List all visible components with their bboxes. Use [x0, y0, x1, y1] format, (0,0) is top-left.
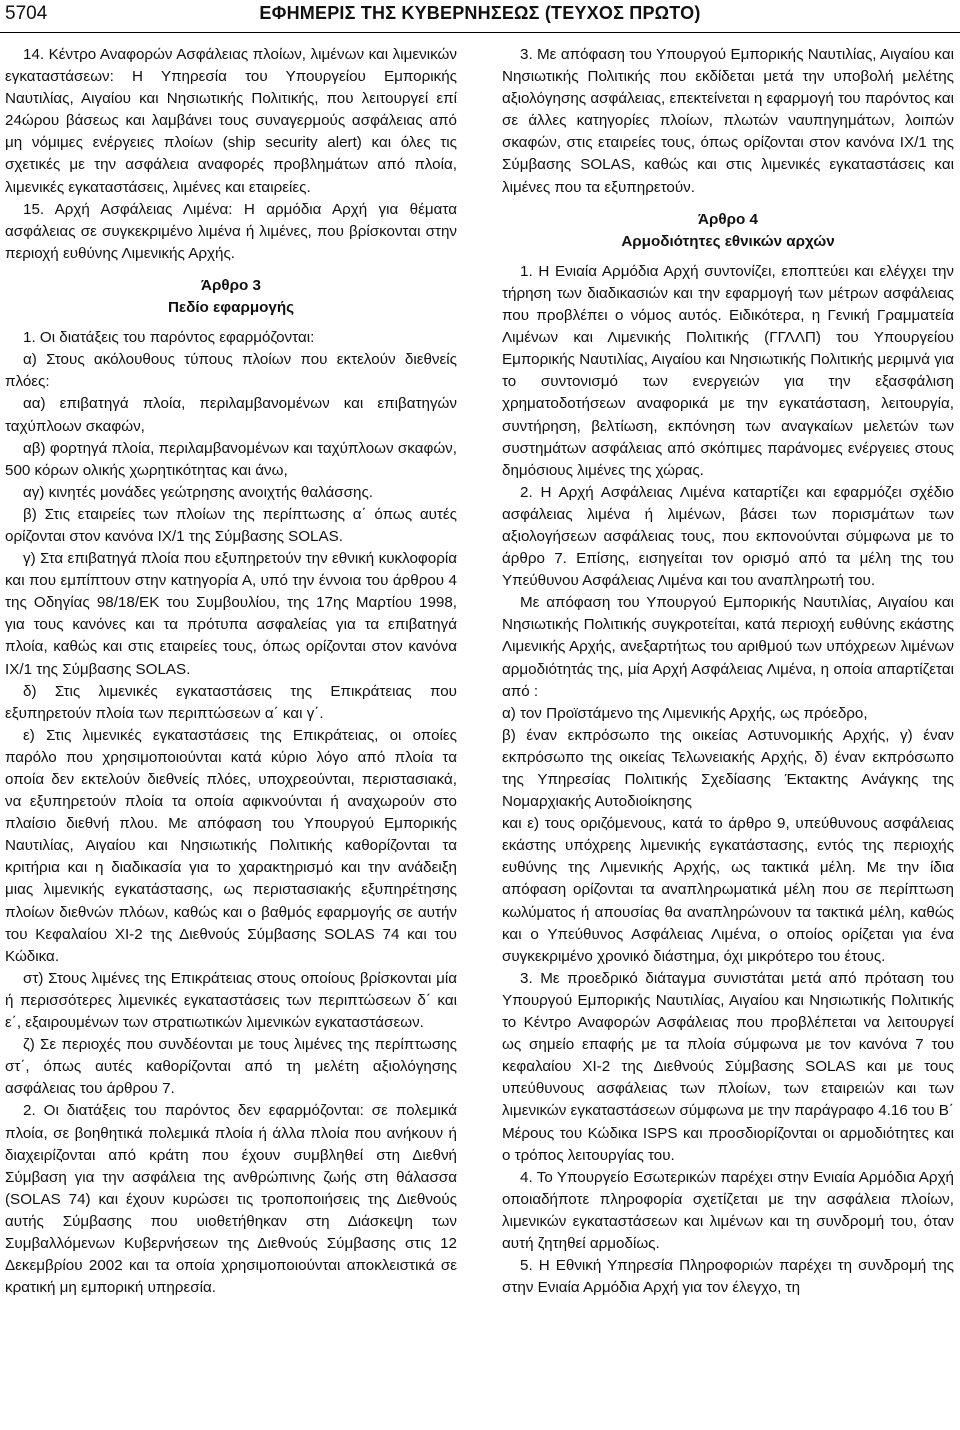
- paragraph-2: 2. Οι διατάξεις του παρόντος δεν εφαρμόζονται: σε πολεμικά πλοία, σε βοηθητικά πολεμικά πλοία ή άλλα πλοία που ανήκουν ή διαχειρίζονται από κράτη που έχουν συμβληθεί στη Διεθνή Σύμβαση για την ασφάλεια της ανθρώπινης ζωής στη θάλασσα (SOLAS 74) και έχουν κυρώσει τις τροποποιήσεις της Διεθνούς αυτής Σύμβασης που υιοθετήθηκαν στη Διάσκεψη των Συμβαλλόμενων Κυβερνήσεων της Διεθνούς Σύμβασης στις 12 Δεκεμβρίου 2002 και τα οποία χρησιμοποιούνται αποκλειστικά σε κρατική μη εμπορική υπηρεσία.: [5, 1102, 457, 1297]
- item-a: α) Στους ακόλουθους τύπους πλοίων που εκτελούν διεθνείς πλόες:: [5, 351, 457, 391]
- journal-title: ΕΦΗΜΕΡΙΣ ΤΗΣ ΚΥΒΕΡΝΗΣΕΩΣ (ΤΕΥΧΟΣ ΠΡΩΤΟ): [259, 3, 701, 23]
- item-ab: αβ) φορτηγά πλοία, περιλαμβανομένων και ταχύπλοων σκαφών, 500 κόρων ολικής χωρητικότητας και άνω,: [5, 439, 457, 479]
- article-4-paragraph-5: 5. Η Εθνική Υπηρεσία Πληροφοριών παρέχει τη συνδρομή της στην Ενιαία Αρμόδια Αρχή για τον έλεγχο, τη: [502, 1257, 954, 1297]
- item-z: ζ) Σε περιοχές που συνδέονται με τους λιμένες της περίπτωσης στ΄, όπως αυτές καθορίζονται από τη μελέτη αξιολόγησης ασφάλειας του άρθρου 7.: [5, 1036, 457, 1098]
- left-column: [5, 44, 457, 1299]
- item-d: δ) Στις λιμενικές εγκαταστάσεις της Επικράτειας που εξυπηρετούν πλοία των περιπτώσεων α΄ και γ΄.: [5, 682, 457, 722]
- member-b-to-d: β) έναν εκπρόσωπο της οικείας Αστυνομικής Αρχής, γ) έναν εκπρόσωπο της οικείας Τελωνειακής Αρχής, δ) έναν εκπρόσωπο της Υπηρεσίας Πολιτικής Σχεδίασης Έκτακτης Ανάγκης της Νομαρχιακής Αυτοδιοίκησης: [502, 726, 954, 811]
- item-g: γ) Στα επιβατηγά πλοία που εξυπηρετούν την εθνική κυκλοφορία και που εμπίπτουν στην κατηγορία Α, υπό την έννοια του άρθρου 4 της Οδηγίας 98/18/ΕΚ του Συμβουλίου, της 17ης Μαρτίου 1998, για τους κανόνες και τα πρότυπα ασφαλείας για τα επιβατηγά πλοία, καθώς και στις εταιρείες τους, όπως ορίζονται στον κανόνα IX/1 της Σύμβασης SOLAS.: [5, 550, 457, 678]
- item-aa: αα) επιβατηγά πλοία, περιλαμβανομένων και επιβατηγών ταχύπλοων σκαφών,: [5, 395, 457, 435]
- item-st: στ) Στους λιμένες της Επικράτειας στους οποίους βρίσκονται μία ή περισσότερες λιμενικές εγκαταστάσεις των περιπτώσεων δ΄ και ε΄, εξαιρουμένων των στρατιωτικών λιμενικών εγκαταστάσεων.: [5, 969, 457, 1032]
- article-3-heading: Άρθρο 3: [201, 276, 261, 294]
- page-number: 5704: [5, 3, 48, 24]
- member-e: και ε) τους οριζόμενους, κατά το άρθρο 9, υπεύθυνους ασφάλειας εκάστης υπόχρεης λιμενικής εγκατάστασης, εντός της περιοχής ευθύνης της Λιμενικής Αρχής, ως τακτικά μέλη. Με την ίδια απόφαση ορίζονται τα αναπληρωματικά μέλη που σε περίπτωση κωλύματος ή απουσίας θα αναπληρώνουν τα τακτικά μέλη, καθώς και ο Υπεύθυνος Ασφάλειας Λιμένα, ο οποίος ορίζεται για ένα συγκεκριμένο χρονικό διάστημα, όχι μικρότερο του έτους.: [502, 815, 954, 965]
- paragraph-1: 1. Οι διατάξεις του παρόντος εφαρμόζονται:: [23, 329, 315, 347]
- item-e: ε) Στις λιμενικές εγκαταστάσεις της Επικράτειας, οι οποίες παρόλο που χρησιμοποιούνται κατά κύριο λόγο από πλοία τα οποία δεν εκτελούν διεθνείς πλόες, υποχρεούνται, περιστασιακά, να εξυπηρετούν πλοία τα οποία αφικνούνται ή αναχωρούν στο πλαίσιο διεθνή πλου. Με απόφαση του Υπουργού Εμπορικής Ναυτιλίας, Αιγαίου και Νησιωτικής Πολιτικής καθορίζονται τα κριτήρια και η διαδικασία για το χαρακτηρισμό και την ανάδειξη μιας λιμενικής εγκατάστασης, ως περιστασιακής εξυπηρέτησης πλοίων διεθνών πλόων, καθώς και ο βαθμός εφαρμογής σε αυτήν του Κεφαλαίου XI-2 της Διεθνούς Σύμβασης SOLAS 74 και του Κώδικα.: [5, 726, 457, 965]
- item-b: β) Στις εταιρείες των πλοίων της περίπτωσης α΄ όπως αυτές ορίζονται στον κανόνα IX/1 της Σύμβασης SOLAS.: [5, 505, 457, 545]
- item-ag: αγ) κινητές μονάδες γεώτρησης ανοιχτής θαλάσσης.: [23, 483, 374, 501]
- article-3-subheading: Πεδίο εφαρμογής: [167, 299, 295, 317]
- right-column: [502, 44, 954, 1299]
- member-a: α) τον Προϊστάμενο της Λιμενικής Αρχής, ως πρόεδρο,: [502, 704, 868, 722]
- article-4-paragraph-2b: Με απόφαση του Υπουργού Εμπορικής Ναυτιλίας, Αιγαίου και Νησιωτικής Πολιτικής συγκροτείται, κατά περιοχή ευθύνης εκάστης Λιμενικής Αρχής, ανεξαρτήτως του αριθμού των υπόχρεων λιμένων αρμοδιότητάς της, μία Αρχή Ασφάλειας Λιμένα, η οποία απαρτίζεται από :: [502, 594, 954, 700]
- article-4-paragraph-4: 4. Το Υπουργείο Εσωτερικών παρέχει στην Ενιαία Αρμόδια Αρχή οποιαδήποτε πληροφορία σχετίζεται με την ασφάλεια πλοίων, λιμενικών εγκαταστάσεων και λιμένων και τη συνδρομή του, όταν αυτή ζητηθεί αρμοδίως.: [502, 1168, 954, 1252]
- header-rule: [0, 32, 960, 33]
- article-4-paragraph-1: 1. Η Ενιαία Αρμόδια Αρχή συντονίζει, εποπτεύει και ελέγχει την τήρηση των διαδικασιών και την εφαρμογή των μέτρων ασφάλειας που προβλέπει ο νόμος αυτός. Ειδικότερα, η Γενική Γραμματεία Λιμένων και Λιμενικής Πολιτικής (ΓΓΛΛΠ) του Υπουργείου Εμπορικής Ναυτιλίας, Αιγαίου και Νησιωτικής Πολιτικής μεριμνά για το συντονισμό των ενεργειών για την εξασφάλιση χρηματοδοτήσεων αναφορικά με την εγκατάσταση, λειτουργία, συντήρηση, βελτίωση, εκπόνηση των αναγκαίων μελετών των συστημάτων ασφάλειας από σκόπιμες παράνομες ενέργειες στους δημόσιους λιμένες της χώρας.: [502, 262, 954, 479]
- article-4-heading: Άρθρο 4: [698, 210, 758, 228]
- page-header: [0, 0, 960, 30]
- definition-15: 15. Αρχή Ασφάλειας Λιμένα: Η αρμόδια Αρχή για θέματα ασφάλειας σε συγκεκριμένο λιμένα ή λιμένες, που βρίσκονται στην περιοχή ευθύνης Λιμενικής Αρχής.: [5, 200, 457, 262]
- article-4-paragraph-2: 2. Η Αρχή Ασφάλειας Λιμένα καταρτίζει και εφαρμόζει σχέδιο ασφάλειας λιμένα ή λιμένων, βάσει των πορισμάτων των αξιολογήσεων ασφάλειας τους, που εκπονούνται σύμφωνα με το άρθρο 7. Επίσης, εισηγείται τον ορισμό από τα μέλη της του Υπεύθυνου Ασφάλειας Λιμένα και του αναπληρωτή του.: [502, 483, 954, 590]
- definition-14: 14. Κέντρο Αναφορών Ασφάλειας πλοίων, λιμένων και λιμενικών εγκαταστάσεων: Η Υπηρεσία του Υπουργείου Εμπορικής Ναυτιλίας, Αιγαίου και Νησιωτικής Πολιτικής, που λειτουργεί επί 24ώρου βάσεως και λαμβάνει τους συναγερμούς ασφάλειας από μη νόμιμες ενέργειες πλοίων (ship security alert) και όλες τις σχετικές με την ασφάλεια αναφορές προβλημάτων από πλοία, λιμενικές εγκαταστάσεις, λιμένες και εταιρείες.: [5, 46, 457, 196]
- article-4-subheading: Αρμοδιότητες εθνικών αρχών: [621, 232, 835, 250]
- paragraph-3: 3. Με απόφαση του Υπουργού Εμπορικής Ναυτιλίας, Αιγαίου και Νησιωτικής Πολιτικής που εκδίδεται μετά την υποβολή μελέτης αξιολόγησης ασφάλειας, επεκτείνεται η εφαρμογή του παρόντος και σε άλλες κατηγορίες πλοίων, πλωτών ναυπηγημάτων, λοιπών σκαφών, στις εταιρείες τους, όπως ορίζονται στον κανόνα IX/1 της Σύμβασης SOLAS, καθώς και στις λιμενικές εγκαταστάσεις και λιμένες που τα εξυπηρετούν.: [502, 46, 954, 196]
- article-4-paragraph-3: 3. Με προεδρικό διάταγμα συνιστάται μετά από πρόταση του Υπουργού Εμπορικής Ναυτιλίας, Αιγαίου και Νησιωτικής Πολιτικής το Κέντρο Αναφορών Ασφάλειας που προβλέπεται να λειτουργεί ως σημείο επαφής με τα πλοία σύμφωνα με τον κανόνα 7 του κεφαλαίου XI-2 της Διεθνούς Σύμβασης SOLAS και με τους υπεύθυνους ασφάλειας των πλοίων, των εταιρειών και των λιμενικών εγκαταστάσεων σύμφωνα με την παράγραφο 4.16 του Β΄ Μέρους του Κώδικα ISPS και προσδιορίζονται οι αρμοδιότητες και ο τρόπος λειτουργίας του.: [502, 969, 954, 1164]
